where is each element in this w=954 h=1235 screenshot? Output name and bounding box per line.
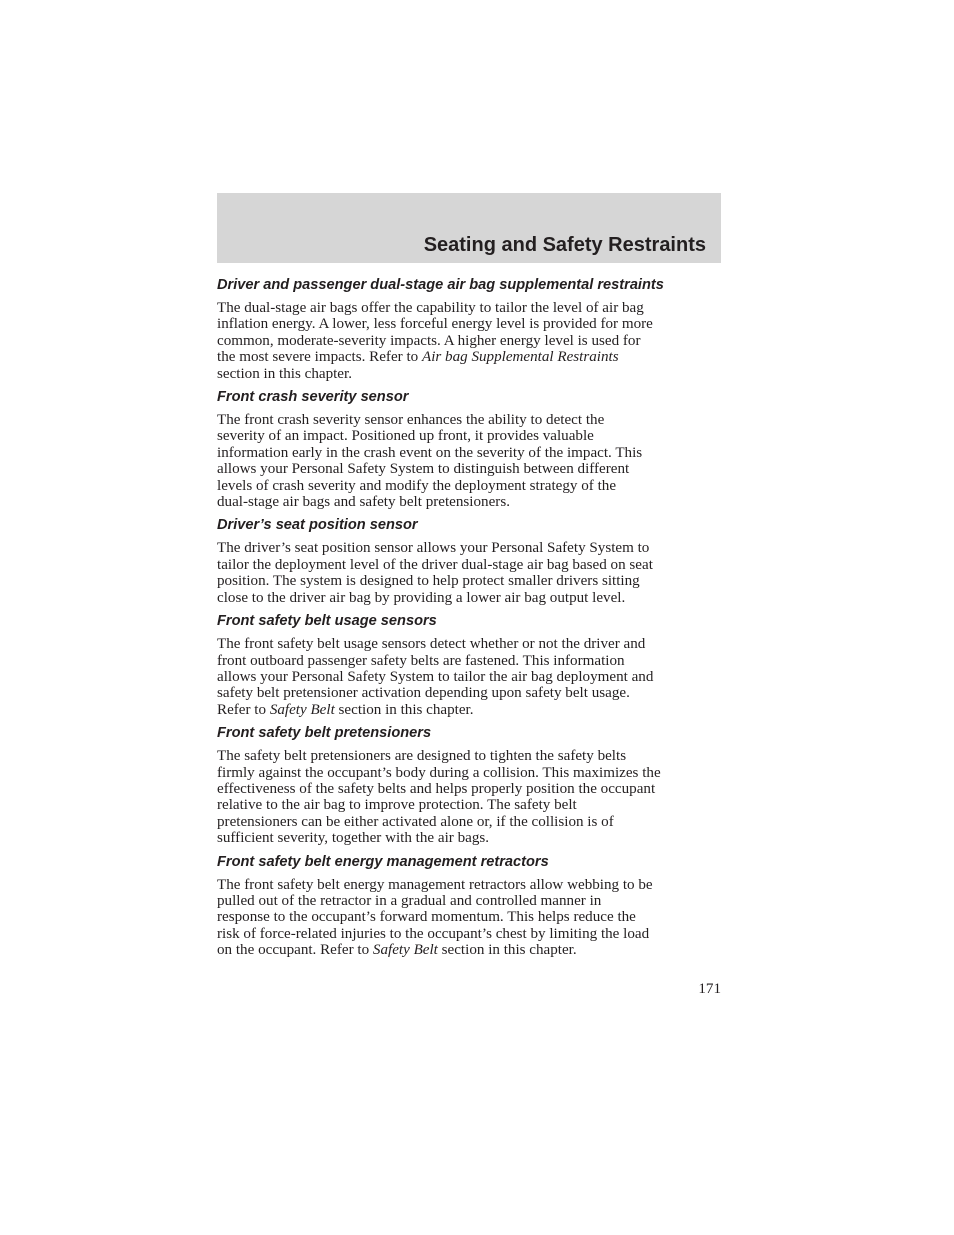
section-heading: Driver and passenger dual-stage air bag supplemental restraints xyxy=(217,277,664,293)
body-text: section in this chapter. xyxy=(334,701,474,718)
body-line xyxy=(217,636,721,652)
body-text: response to the occupant’s forward momentum. This helps reduce the xyxy=(217,909,636,926)
section xyxy=(217,276,721,382)
body-line xyxy=(217,653,721,669)
body-line xyxy=(217,349,721,365)
body-text: pulled out of the retractor in a gradual and controlled manner in xyxy=(217,892,602,909)
body-line xyxy=(217,877,721,893)
body-text: information early in the crash event on the severity of the impact. This xyxy=(217,444,643,461)
body-text: pretensioners can be either activated alone or, if the collision is of xyxy=(217,813,614,830)
section-heading: Front safety belt pretensioners xyxy=(217,725,432,742)
body-text: tailor the deployment level of the driver dual-stage air bag based on seat xyxy=(217,556,653,573)
section-heading: Front safety belt usage sensors xyxy=(217,613,437,630)
body-line xyxy=(217,702,721,718)
cross-reference: Air bag Supplemental Restraints xyxy=(421,349,619,366)
section-body xyxy=(217,412,721,510)
body-text: relative to the air bag to improve protection. The safety belt xyxy=(217,797,577,814)
section xyxy=(217,612,721,718)
body-line xyxy=(217,909,721,925)
body-line xyxy=(217,428,721,444)
body-text: Refer to xyxy=(217,701,270,718)
body-line xyxy=(217,781,721,797)
body-line xyxy=(217,445,721,461)
body-line xyxy=(217,942,721,958)
cross-reference: Safety Belt xyxy=(372,942,438,959)
body-line xyxy=(217,669,721,685)
body-line xyxy=(217,765,721,781)
body-line xyxy=(217,926,721,942)
page-content xyxy=(217,276,721,965)
body-line xyxy=(217,573,721,589)
cross-reference: Safety Belt xyxy=(269,701,335,718)
body-text: The dual-stage air bags offer the capability to tailor the level of air bag xyxy=(217,300,644,316)
body-line xyxy=(217,590,721,606)
section xyxy=(217,853,721,959)
body-text: safety belt pretensioner activation depending upon safety belt usage. xyxy=(217,685,630,702)
body-text: position. The system is designed to help protect smaller drivers sitting xyxy=(217,573,640,590)
body-text: severity of an impact. Positioned up front, it provides valuable xyxy=(217,428,594,445)
body-text: allows your Personal Safety System to tailor the air bag deployment and xyxy=(217,668,654,685)
body-line xyxy=(217,748,721,764)
page-number: 171 xyxy=(698,981,721,997)
section xyxy=(217,516,721,606)
body-line xyxy=(217,366,721,382)
body-text: close to the driver air bag by providing a lower air bag output level. xyxy=(217,589,626,606)
body-line xyxy=(217,557,721,573)
body-text: effectiveness of the safety belts and helps properly position the occupant xyxy=(217,780,656,797)
body-line xyxy=(217,685,721,701)
body-line xyxy=(217,333,721,349)
chapter-header-band xyxy=(217,193,721,263)
body-line xyxy=(217,814,721,830)
section-body xyxy=(217,300,721,382)
body-line xyxy=(217,494,721,510)
body-text: The safety belt pretensioners are designed to tighten the safety belts xyxy=(217,748,627,765)
body-text: common, moderate-severity impacts. A higher energy level is used for xyxy=(217,332,641,349)
section xyxy=(217,724,721,846)
body-text: dual-stage air bags and safety belt pretensioners. xyxy=(217,494,510,511)
body-text: on the occupant. Refer to xyxy=(217,942,373,959)
body-text: sufficient severity, together with the air bags. xyxy=(217,830,490,847)
section-body xyxy=(217,877,721,959)
body-text: inflation energy. A lower, less forceful energy level is provided for more xyxy=(217,316,653,333)
section-heading: Front crash severity sensor xyxy=(217,389,409,406)
section-body xyxy=(217,636,721,718)
body-line xyxy=(217,893,721,909)
body-text: section in this chapter. xyxy=(217,365,352,382)
body-text: allows your Personal Safety System to distinguish between different xyxy=(217,461,630,478)
section-body xyxy=(217,540,721,606)
body-line xyxy=(217,478,721,494)
section-heading: Driver’s seat position sensor xyxy=(217,517,418,534)
section xyxy=(217,388,721,510)
body-text: The front safety belt usage sensors detect whether or not the driver and xyxy=(217,636,646,653)
body-text: firmly against the occupant’s body during a collision. This maximizes the xyxy=(217,764,661,781)
body-line xyxy=(217,797,721,813)
body-text: The driver’s seat position sensor allows your Personal Safety System to xyxy=(217,540,650,557)
body-line xyxy=(217,461,721,477)
body-line xyxy=(217,830,721,846)
section-body xyxy=(217,748,721,846)
body-text: section in this chapter. xyxy=(437,942,577,959)
body-line xyxy=(217,540,721,556)
body-text: The front crash severity sensor enhances the ability to detect the xyxy=(217,412,605,429)
body-line xyxy=(217,300,721,316)
body-line xyxy=(217,412,721,428)
body-line xyxy=(217,316,721,332)
body-text: The front safety belt energy management retractors allow webbing to be xyxy=(217,876,653,893)
body-text: the most severe impacts. Refer to xyxy=(217,349,422,366)
body-text: front outboard passenger safety belts are fastened. This information xyxy=(217,652,625,669)
section-heading: Front safety belt energy management retractors xyxy=(217,853,549,870)
chapter-title: Seating and Safety Restraints xyxy=(423,234,706,256)
body-text: risk of force-related injuries to the occupant’s chest by limiting the load xyxy=(217,925,650,942)
body-text: levels of crash severity and modify the deployment strategy of the xyxy=(217,477,617,494)
